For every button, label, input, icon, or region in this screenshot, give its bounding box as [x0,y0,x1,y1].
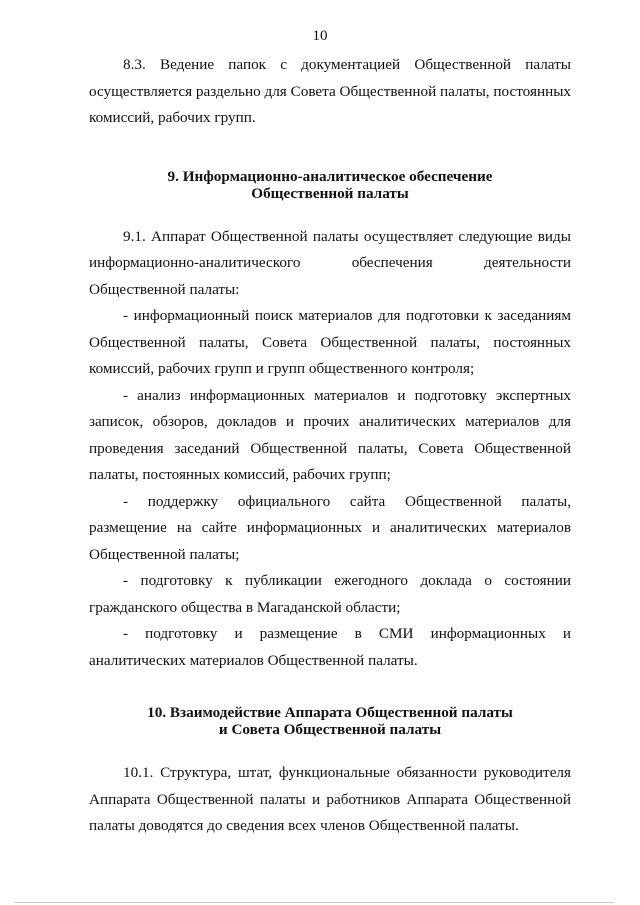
document-body [89,52,571,840]
page-number: 10 [312,28,328,44]
list-item: - поддержку официального сайта Общественной палаты, размещение на сайте информационных и аналитических материалов Общественной палаты; [89,492,571,563]
paragraph-10-1: 10.1. Структура, штат, функциональные обязанности руководителя Аппарата Общественной палаты и работников Аппарата Общественной палаты доводятся до сведения всех членов Общественной палаты. [89,764,571,834]
paragraph-9-1: 9.1. Аппарат Общественной палаты осуществляет следующие виды информационно-аналитического обеспечения деятельности Общественной палаты: [89,227,571,298]
scan-edge-divider [14,902,614,903]
section-9-heading-line2: Общественной палаты [251,184,409,202]
list-item: - подготовку к публикации ежегодного доклада о состоянии гражданского общества в Магаданской области; [89,572,571,616]
paragraph-8-3: 8.3. Ведение папок с документацией Общественной палаты осуществляется раздельно для Совета Общественной палаты, постоянных комиссий, рабочих групп. [89,56,571,126]
section-10-heading [89,704,571,738]
list-item: - информационный поиск материалов для подготовки к заседаниям Общественной палаты, Совета Общественной палаты, постоянных комиссий, рабочих групп и групп общественного контроля; [89,307,571,377]
section-9-heading [89,168,571,202]
list-item: - анализ информационных материалов и подготовку экспертных записок, обзоров, докладов и прочих аналитических материалов для проведения заседаний Общественной палаты, Совета Общественной палаты, постоянных комиссий, рабочих групп; [89,386,571,483]
section-10-heading-line2: и Совета Общественной палаты [218,721,442,738]
section-9-heading-line1: 9. Информационно-аналитическое обеспечение [167,167,493,185]
list-item: - подготовку и размещение в СМИ информационных и аналитических материалов Общественной палаты. [89,625,571,669]
section-10-heading-line1: 10. Взаимодействие Аппарата Общественной палаты [147,704,513,721]
